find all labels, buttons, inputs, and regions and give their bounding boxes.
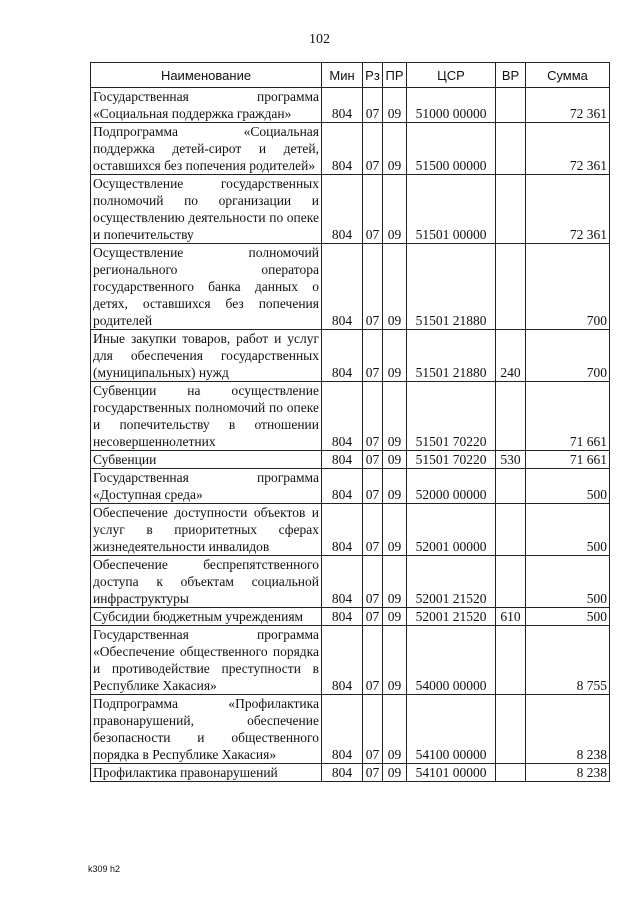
row-rz: 07 [363, 469, 383, 504]
row-sum: 8 238 [526, 764, 610, 782]
row-name: Государственная программа «Доступная среда» [91, 469, 322, 504]
table-row [91, 626, 610, 695]
row-pr: 09 [383, 244, 407, 330]
row-rz: 07 [363, 382, 383, 451]
row-min: 804 [322, 626, 363, 695]
row-name: Субсидии бюджетным учреждениям [91, 608, 322, 626]
row-name: Обеспечение доступности объектов и услуг в приоритетных сферах жизнедеятельности инвалидов [91, 504, 322, 556]
table-row [91, 330, 610, 382]
row-vr: 610 [496, 608, 526, 626]
row-name: Государственная программа «Обеспечение общественного порядка и противодействие преступности в Республике Хакасия» [91, 626, 322, 695]
row-vr: 530 [496, 451, 526, 469]
row-name: Субвенции на осуществление государственных полномочий по опеке и попечительству в отношении несовершеннолетних [91, 382, 322, 451]
row-csr: 51500 00000 [407, 123, 496, 175]
table-row [91, 504, 610, 556]
row-csr: 51501 70220 [407, 451, 496, 469]
row-rz: 07 [363, 244, 383, 330]
row-csr: 54100 00000 [407, 695, 496, 764]
row-sum: 72 361 [526, 123, 610, 175]
header-min: Мин [322, 63, 363, 88]
row-sum: 8 238 [526, 695, 610, 764]
row-rz: 07 [363, 504, 383, 556]
row-rz: 07 [363, 175, 383, 244]
row-csr: 54101 00000 [407, 764, 496, 782]
row-name: Государственная программа «Социальная поддержка граждан» [91, 88, 322, 123]
row-min: 804 [322, 382, 363, 451]
header-pr: ПР [383, 63, 407, 88]
row-vr [496, 175, 526, 244]
row-min: 804 [322, 88, 363, 123]
row-name: Профилактика правонарушений [91, 764, 322, 782]
row-rz: 07 [363, 608, 383, 626]
row-csr: 52001 21520 [407, 556, 496, 608]
row-csr: 51501 70220 [407, 382, 496, 451]
row-pr: 09 [383, 451, 407, 469]
table-row [91, 469, 610, 504]
row-min: 804 [322, 608, 363, 626]
row-sum: 71 661 [526, 451, 610, 469]
table-row [91, 88, 610, 123]
row-rz: 07 [363, 764, 383, 782]
row-sum: 500 [526, 504, 610, 556]
row-csr: 52000 00000 [407, 469, 496, 504]
table-header-row [91, 63, 610, 88]
row-csr: 51501 21880 [407, 244, 496, 330]
row-min: 804 [322, 556, 363, 608]
row-min: 804 [322, 244, 363, 330]
row-name: Осуществление полномочий регионального оператора государственного банка данных о детях, оставшихся без попечения родителей [91, 244, 322, 330]
row-rz: 07 [363, 556, 383, 608]
table-row [91, 175, 610, 244]
header-sum: Сумма [526, 63, 610, 88]
header-name: Наименование [91, 63, 322, 88]
row-sum: 700 [526, 244, 610, 330]
row-pr: 09 [383, 504, 407, 556]
row-rz: 07 [363, 451, 383, 469]
row-pr: 09 [383, 695, 407, 764]
row-name: Иные закупки товаров, работ и услуг для обеспечения государственных (муниципальных) нужд [91, 330, 322, 382]
header-rz: Рз [363, 63, 383, 88]
row-sum: 72 361 [526, 88, 610, 123]
table-row [91, 556, 610, 608]
budget-table [90, 62, 610, 782]
row-min: 804 [322, 764, 363, 782]
table-row [91, 244, 610, 330]
row-pr: 09 [383, 123, 407, 175]
row-name: Осуществление государственных полномочий по организации и осуществлению деятельности по опеке и попечительству [91, 175, 322, 244]
row-sum: 500 [526, 556, 610, 608]
row-vr [496, 123, 526, 175]
header-vr: ВР [496, 63, 526, 88]
row-pr: 09 [383, 556, 407, 608]
row-min: 804 [322, 123, 363, 175]
row-vr [496, 695, 526, 764]
row-csr: 51000 00000 [407, 88, 496, 123]
table-row [91, 608, 610, 626]
row-vr [496, 88, 526, 123]
row-min: 804 [322, 175, 363, 244]
footer-code: k309 h2 [88, 864, 121, 874]
row-pr: 09 [383, 608, 407, 626]
table-row [91, 451, 610, 469]
row-sum: 71 661 [526, 382, 610, 451]
row-pr: 09 [383, 382, 407, 451]
row-name: Субвенции [91, 451, 322, 469]
row-min: 804 [322, 451, 363, 469]
row-vr [496, 556, 526, 608]
row-csr: 51501 21880 [407, 330, 496, 382]
row-rz: 07 [363, 695, 383, 764]
row-pr: 09 [383, 330, 407, 382]
row-name: Обеспечение беспрепятственного доступа к объектам социальной инфраструктуры [91, 556, 322, 608]
row-rz: 07 [363, 123, 383, 175]
row-csr: 51501 00000 [407, 175, 496, 244]
row-pr: 09 [383, 469, 407, 504]
row-min: 804 [322, 695, 363, 764]
row-sum: 500 [526, 469, 610, 504]
row-sum: 500 [526, 608, 610, 626]
row-pr: 09 [383, 764, 407, 782]
row-min: 804 [322, 330, 363, 382]
table-row [91, 695, 610, 764]
row-sum: 700 [526, 330, 610, 382]
row-vr [496, 504, 526, 556]
row-rz: 07 [363, 626, 383, 695]
row-min: 804 [322, 504, 363, 556]
header-csr: ЦСР [407, 63, 496, 88]
row-name: Подпрограмма «Профилактика правонарушений, обеспечение безопасности и общественного порядка в Республике Хакасия» [91, 695, 322, 764]
table-row [91, 764, 610, 782]
row-name: Подпрограмма «Социальная поддержка детей-сирот и детей, оставшихся без попечения родителей» [91, 123, 322, 175]
row-rz: 07 [363, 330, 383, 382]
row-vr [496, 244, 526, 330]
row-csr: 52001 00000 [407, 504, 496, 556]
row-rz: 07 [363, 88, 383, 123]
row-csr: 54000 00000 [407, 626, 496, 695]
row-vr [496, 469, 526, 504]
row-csr: 52001 21520 [407, 608, 496, 626]
table-row [91, 123, 610, 175]
row-sum: 8 755 [526, 626, 610, 695]
row-vr [496, 764, 526, 782]
row-vr: 240 [496, 330, 526, 382]
row-pr: 09 [383, 175, 407, 244]
row-pr: 09 [383, 626, 407, 695]
page-number: 102 [309, 32, 330, 47]
row-sum: 72 361 [526, 175, 610, 244]
row-vr [496, 382, 526, 451]
row-pr: 09 [383, 88, 407, 123]
row-min: 804 [322, 469, 363, 504]
table-row [91, 382, 610, 451]
row-vr [496, 626, 526, 695]
